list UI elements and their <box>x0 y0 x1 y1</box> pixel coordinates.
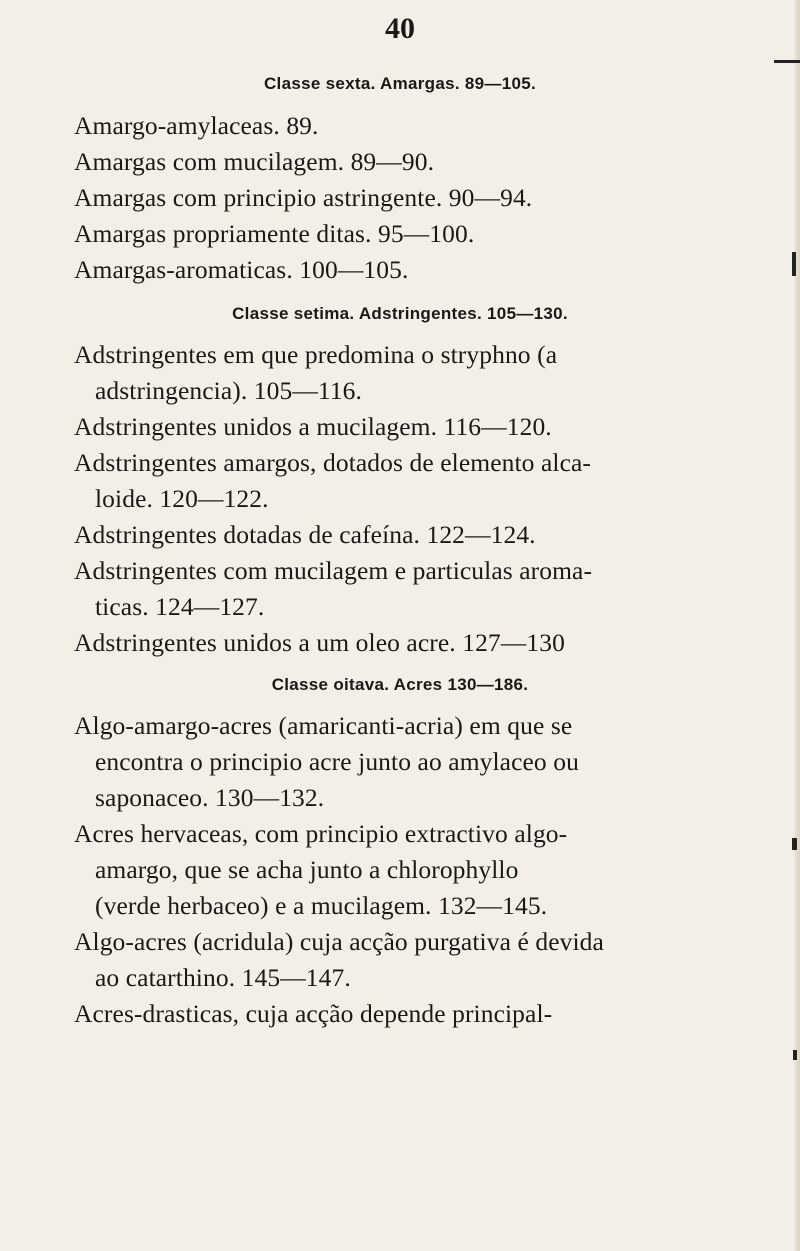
text-line: amargo, que se acha junto a chlorophyllo <box>95 855 519 884</box>
text-line: Acres-drasticas, cuja acção depende principal- <box>74 999 553 1028</box>
text-line: loide. 120—122. <box>95 484 269 513</box>
page-edge <box>794 0 800 1251</box>
page-number: 40 <box>385 12 415 45</box>
text-line: Adstringentes unidos a um oleo acre. 127—130 <box>74 628 565 657</box>
edge-mark <box>792 252 796 276</box>
text-line: Amargas com mucilagem. 89—90. <box>74 147 435 176</box>
text-line: ao catarthino. 145—147. <box>95 963 351 992</box>
edge-mark <box>792 838 797 850</box>
text-line: encontra o principio acre junto ao amylaceo ou <box>95 747 579 776</box>
text-line: Amargas propriamente ditas. 95—100. <box>74 219 475 248</box>
section-heading: Classe oitava. Acres 130—186. <box>271 675 529 694</box>
text-line: Amargas com principio astringente. 90—94. <box>74 183 533 212</box>
text-line: Algo-acres (acridula) cuja acção purgativa é devida <box>74 927 604 956</box>
text-line: Adstringentes amargos, dotados de elemento alca- <box>74 448 592 477</box>
section-heading: Classe sexta. Amargas. 89—105. <box>263 74 537 93</box>
text-line: (verde herbaceo) e a mucilagem. 132—145. <box>95 891 548 920</box>
text-line: Adstringentes com mucilagem e particulas aroma- <box>74 556 593 585</box>
text-line: Algo-amargo-acres (amaricanti-acria) em que se <box>74 711 573 740</box>
edge-mark <box>774 60 800 63</box>
text-line: saponaceo. 130—132. <box>95 783 325 812</box>
section-heading: Classe setima. Adstringentes. 105—130. <box>232 304 568 323</box>
text-line: adstringencia). 105—116. <box>95 376 363 405</box>
text-line: ticas. 124—127. <box>95 592 265 621</box>
text-line: Amargo-amylaceas. 89. <box>74 111 319 140</box>
text-line: Acres hervaceas, com principio extractivo algo- <box>74 819 568 848</box>
text-line: Adstringentes unidos a mucilagem. 116—120. <box>74 412 552 441</box>
text-line: Adstringentes em que predomina o stryphno (a <box>74 340 558 369</box>
text-line: Adstringentes dotadas de cafeína. 122—124. <box>74 520 536 549</box>
text-line: Amargas-aromaticas. 100—105. <box>74 255 409 284</box>
edge-mark <box>793 1050 797 1060</box>
